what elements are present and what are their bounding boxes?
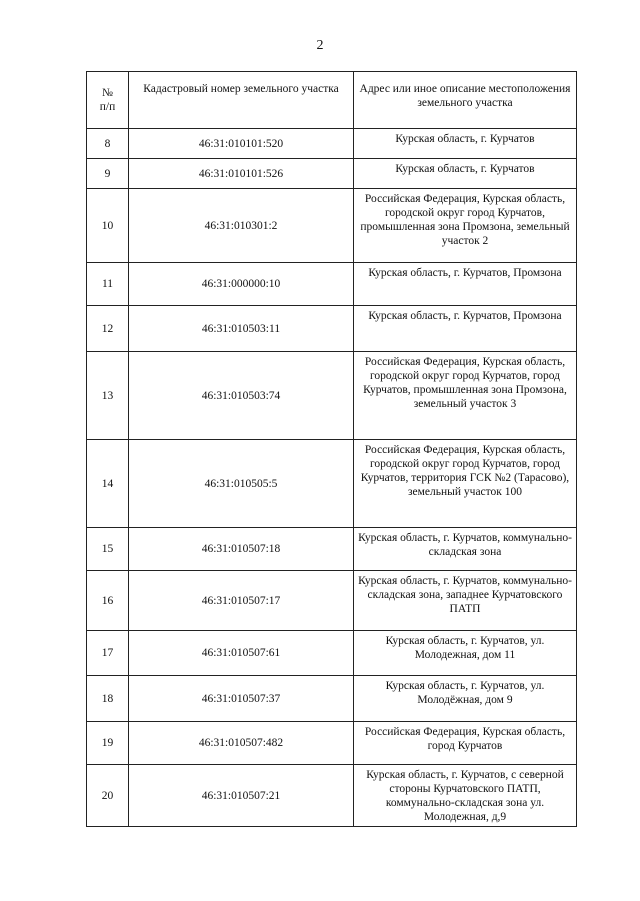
cadastral-number: 46:31:010301:2 (129, 189, 354, 263)
table-row (87, 189, 577, 263)
table-header-row (87, 72, 577, 129)
table-row (87, 440, 577, 528)
address-cell: Курская область, г. Курчатов (354, 129, 577, 159)
cadastral-number: 46:31:010507:17 (129, 571, 354, 631)
address-cell: Курская область, г. Курчатов, коммунально-складская зона (354, 528, 577, 571)
table-row (87, 306, 577, 352)
cadastral-number: 46:31:010503:74 (129, 352, 354, 440)
address-cell: Российская Федерация, Курская область, городской округ город Курчатов, город Курчатов, территория ГСК №2 (Тарасово), земельный участок 100 (354, 440, 577, 528)
address-cell: Российская Федерация, Курская область, городской округ город Курчатов, город Курчатов, промышленная зона Промзона, земельный участок 3 (354, 352, 577, 440)
address-cell: Российская Федерация, Курская область, город Курчатов (354, 722, 577, 765)
land-plots-table (86, 71, 577, 827)
address-cell: Курская область, г. Курчатов, ул. Молодежная, дом 11 (354, 631, 577, 676)
row-number: 9 (87, 159, 129, 189)
header-address: Адрес или иное описание местоположения земельного участка (354, 72, 577, 129)
cadastral-number: 46:31:010503:11 (129, 306, 354, 352)
row-number: 14 (87, 440, 129, 528)
table-row (87, 676, 577, 722)
address-cell: Курская область, г. Курчатов, с северной стороны Курчатовского ПАТП, коммунально-складская зона ул. Молодежная, д,9 (354, 765, 577, 827)
address-cell: Российская Федерация, Курская область, городской округ город Курчатов, промышленная зона Промзона, земельный участок 2 (354, 189, 577, 263)
address-cell: Курская область, г. Курчатов, коммунально-складская зона, западнее Курчатовского ПАТП (354, 571, 577, 631)
table-row (87, 528, 577, 571)
address-cell: Курская область, г. Курчатов, Промзона (354, 306, 577, 352)
row-number: 15 (87, 528, 129, 571)
row-number: 17 (87, 631, 129, 676)
row-number: 10 (87, 189, 129, 263)
cadastral-number: 46:31:010507:18 (129, 528, 354, 571)
cadastral-number: 46:31:010101:520 (129, 129, 354, 159)
table-row (87, 129, 577, 159)
cadastral-number: 46:31:000000:10 (129, 263, 354, 306)
cadastral-number: 46:31:010507:37 (129, 676, 354, 722)
table-row (87, 159, 577, 189)
row-number: 13 (87, 352, 129, 440)
address-cell: Курская область, г. Курчатов, Промзона (354, 263, 577, 306)
page-number: 2 (316, 38, 324, 53)
row-number: 18 (87, 676, 129, 722)
cadastral-number: 46:31:010507:482 (129, 722, 354, 765)
table-row (87, 765, 577, 827)
cadastral-number: 46:31:010507:61 (129, 631, 354, 676)
row-number: 20 (87, 765, 129, 827)
table-row (87, 263, 577, 306)
cadastral-number: 46:31:010505:5 (129, 440, 354, 528)
address-cell: Курская область, г. Курчатов (354, 159, 577, 189)
row-number: 11 (87, 263, 129, 306)
table-row (87, 352, 577, 440)
header-number (87, 72, 129, 129)
row-number: 8 (87, 129, 129, 159)
address-cell: Курская область, г. Курчатов, ул. Молодёжная, дом 9 (354, 676, 577, 722)
header-number-sign: № (102, 87, 113, 99)
cadastral-number: 46:31:010507:21 (129, 765, 354, 827)
table-row (87, 631, 577, 676)
row-number: 16 (87, 571, 129, 631)
table-row (87, 571, 577, 631)
row-number: 12 (87, 306, 129, 352)
header-cadastral: Кадастровый номер земельного участка (129, 72, 354, 129)
table-row (87, 722, 577, 765)
row-number: 19 (87, 722, 129, 765)
cadastral-number: 46:31:010101:526 (129, 159, 354, 189)
header-number-abbr: п/п (99, 101, 116, 113)
